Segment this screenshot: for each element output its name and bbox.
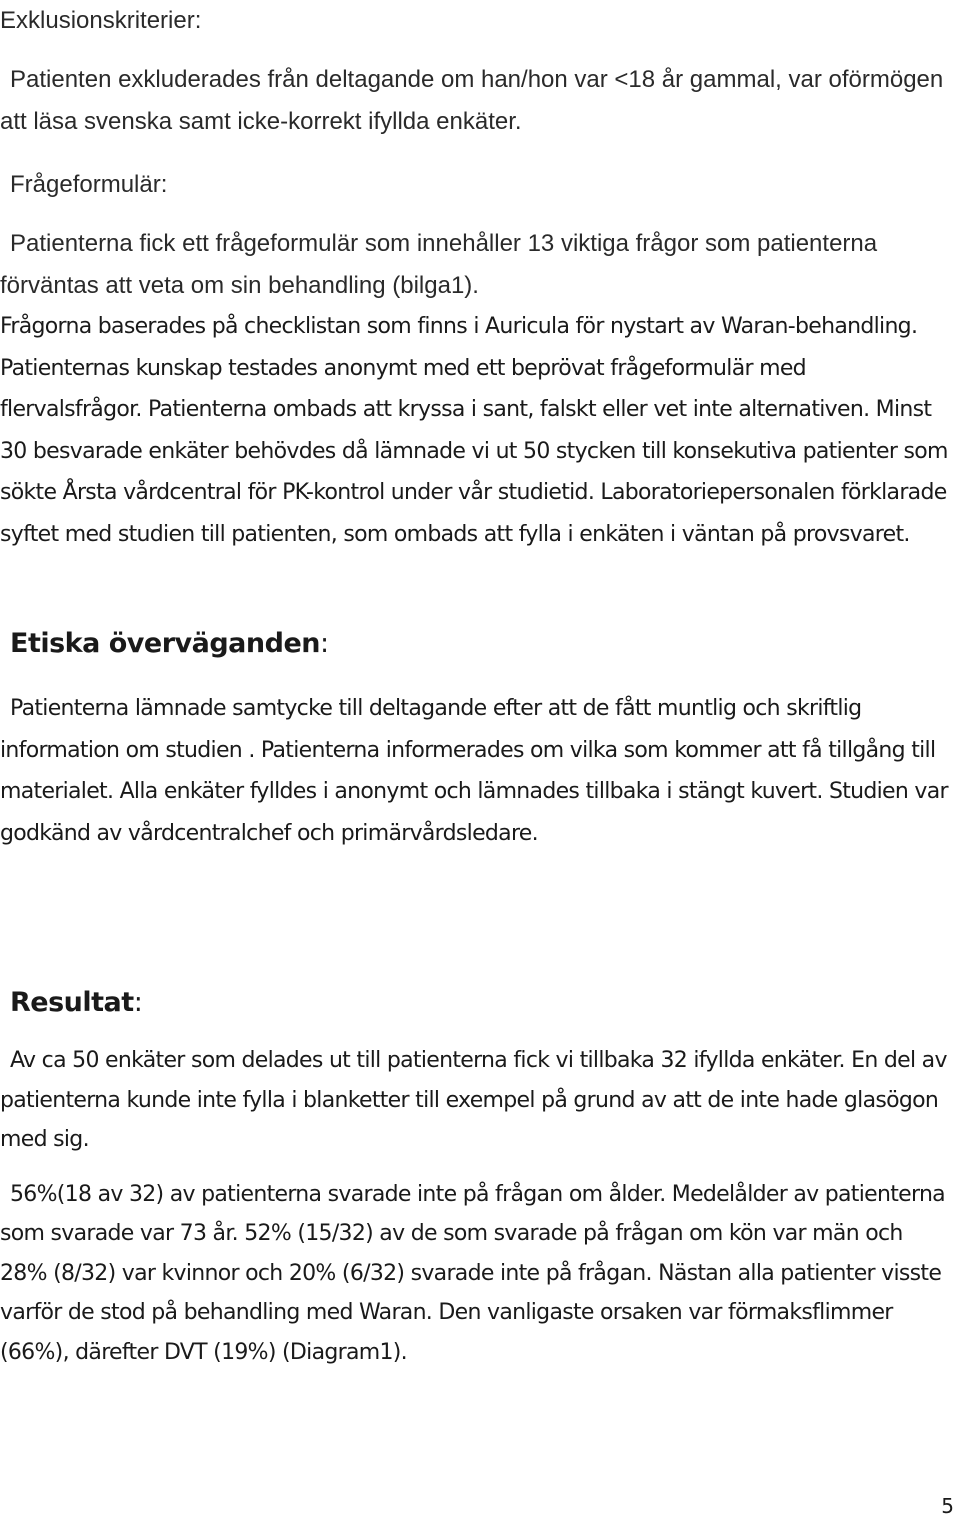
exclusion-heading: Exklusionskriterier: (0, 7, 202, 34)
results-heading-text: Resultat (10, 987, 134, 1018)
results-heading (0, 986, 952, 1020)
questionnaire-paragraph (0, 223, 952, 306)
results-heading-colon: : (133, 987, 143, 1018)
results-paragraph-1: Av ca 50 enkäter som delades ut till patienterna fick vi tillbaka 32 ifyllda enkäter. En del av patienterna kunde inte fylla i blanketter till exempel på grund av att de inte hade glasögon med sig. (0, 1048, 947, 1152)
results-paragraph-2: 56%(18 av 32) av patienterna svarade inte på frågan om ålder. Medelålder av patienterna som svarade var 73 år. 52% (15/32) av de som svarade på frågan om kön var män och 28% (8/32) var kvinnor och 20% (6/32) svarade inte på frågan. Nästan alla patienter visste varför de stod på behandling med Waran. Den vanligaste orsaken var förmaksflimmer (66%), därefter DVT (19%) (Diagram1). (0, 1182, 945, 1365)
ethics-heading-text: Etiska överväganden (10, 628, 320, 659)
ethics-heading (0, 627, 952, 661)
ethics-heading-colon: : (319, 628, 329, 659)
questionnaire-heading: Frågeformulär: (10, 171, 168, 198)
questionnaire-main-text: Frågorna baserades på checklistan som finns i Auricula för nystart av Waran-behandling. Patienternas kunskap testades anonymt med ett beprövat frågeformulär med flervalsfrågor. Patienterna ombads att kryssa i sant, falskt eller vet inte alternativen. Minst 30 besvarade enkäter behövdes då lämnade vi ut 50 stycken till konsekutiva patienter som sökte Årsta vårdcentral för PK-kontrol under vår studietid. Laboratoriepersonalen förklarade syftet med studien till patienten, som ombads att fylla i enkäten i väntan på provsvaret. (0, 314, 948, 547)
questionnaire-intro-text: Patienterna fick ett frågeformulär som innehåller 13 viktiga frågor som patienterna förväntas att veta om sin behandling (bilga1). (0, 230, 878, 299)
ethics-text: Patienterna lämnade samtycke till deltagande efter att de fått muntlig och skriftlig information om studien . Patienterna informerades om vilka som kommer att få tillgång till materialet. Alla enkäter fylldes i anonymt och lämnades tillbaka i stängt kuvert. Studien var godkänd av vårdcentralchef och primärvårdsledare. (0, 696, 948, 846)
exclusion-text: Patienten exkluderades från deltagande om han/hon var <18 år gammal, var oförmögen att läsa svenska samt icke-korrekt ifyllda enkäter. (0, 66, 944, 135)
page-number: 5 (941, 1494, 954, 1518)
